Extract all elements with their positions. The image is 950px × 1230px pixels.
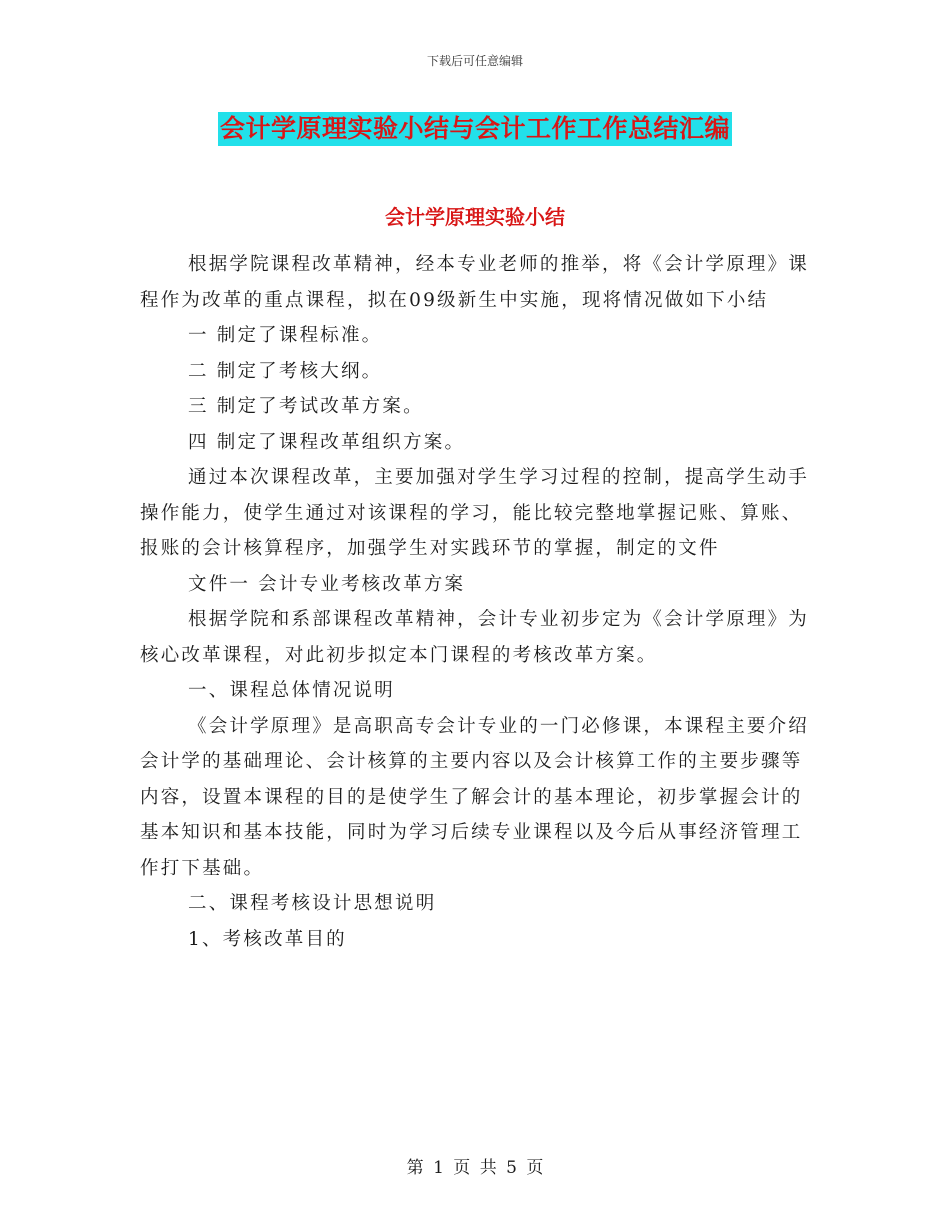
paragraph: 根据学院课程改革精神，经本专业老师的推举，将《会计学原理》课程作为改革的重点课程，拟在09级新生中实施，现将情况做如下小结 [140, 254, 810, 311]
section-title: 会计学原理实验小结 [385, 205, 565, 229]
subheading: 文件一 会计专业考核改革方案 [188, 573, 466, 595]
list-item: 二 制定了考核大纲。 [188, 360, 383, 382]
subheading: 二、课程考核设计思想说明 [188, 893, 437, 914]
page-footer: 第 1 页 共 5 页 [406, 1158, 544, 1178]
list-item: 三 制定了考试改革方案。 [188, 396, 424, 417]
subheading: 1、考核改革目的 [188, 928, 347, 950]
paragraph: 通过本次课程改革，主要加强对学生学习过程的控制，提高学生动手操作能力，使学生通过对该课程的学习，能比较完整地掌握记账、算账、报账的会计核算程序，加强学生对实践环节的掌握，制定的文件 [140, 467, 810, 559]
paragraph: 《会计学原理》是高职高专会计专业的一门必修课，本课程主要介绍会计学的基础理论、会计核算的主要内容以及会计核算工作的主要步骤等内容，设置本课程的目的是使学生了解会计的基本理论，初步掌握会计的基本知识和基本技能，同时为学习后续专业课程以及今后从事经济管理工作打下基础。 [140, 715, 810, 879]
list-item: 一 制定了课程标准。 [188, 325, 383, 346]
document-title-text: 会计学原理实验小结与会计工作工作总结汇编 [218, 112, 732, 146]
list-item: 四 制定了课程改革组织方案。 [188, 431, 466, 453]
subheading: 一、课程总体情况说明 [188, 680, 396, 701]
paragraph: 根据学院和系部课程改革精神，会计专业初步定为《会计学原理》为核心改革课程，对此初步拟定本门课程的考核改革方案。 [140, 609, 810, 666]
header-note: 下载后可任意编辑 [426, 54, 523, 68]
document-body [140, 247, 812, 957]
document-title [0, 112, 950, 146]
